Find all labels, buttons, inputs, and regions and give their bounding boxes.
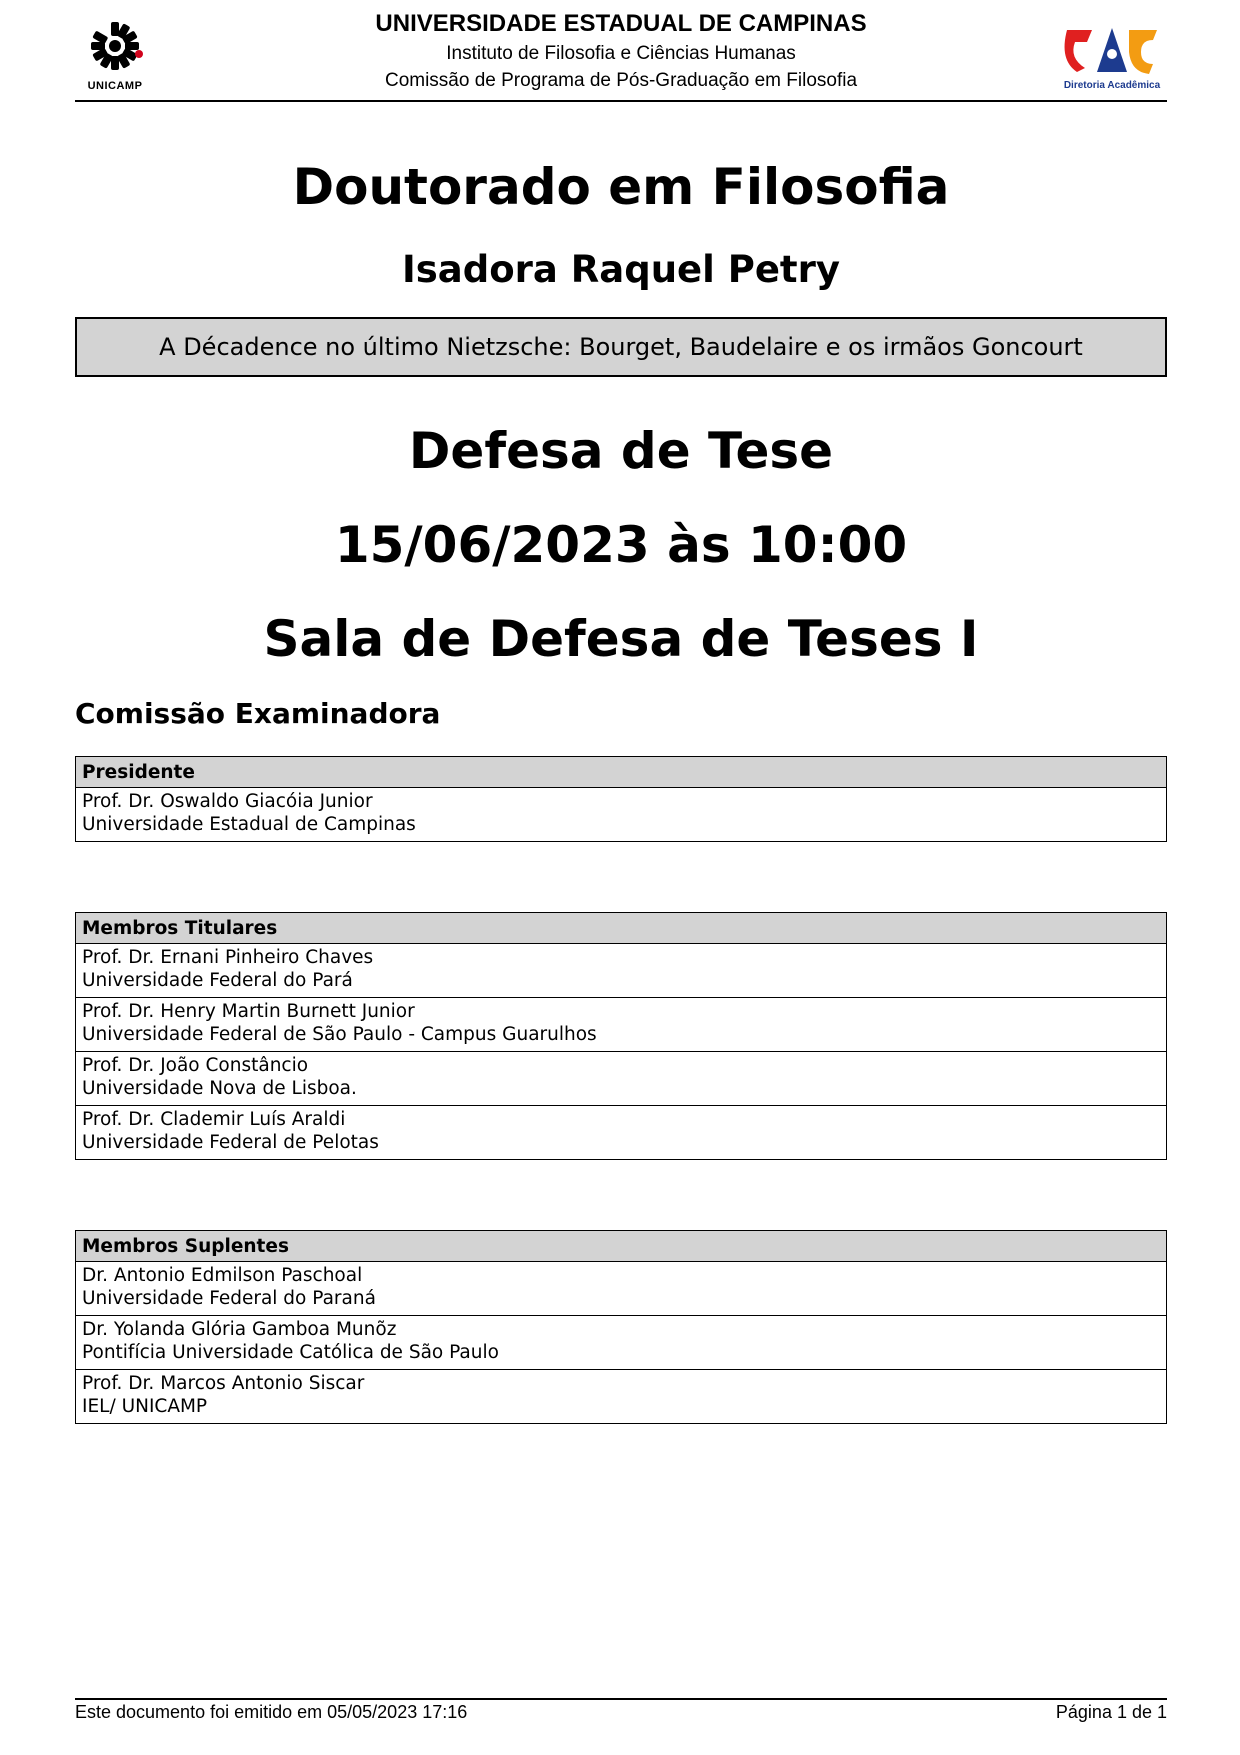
table-row [76, 788, 1167, 842]
table-row [76, 998, 1167, 1052]
member-name: Dr. Yolanda Glória Gamboa Munõz [82, 1319, 397, 1340]
president-table [75, 756, 1167, 842]
member-name: Dr. Antonio Edmilson Paschoal [82, 1265, 363, 1286]
table-row [76, 1262, 1167, 1316]
table-row [76, 1106, 1167, 1160]
member-institution: Universidade Federal de Pelotas [82, 1132, 379, 1153]
member-name: Prof. Dr. João Constâncio [82, 1055, 309, 1076]
members-header: Membros Titulares [76, 913, 1167, 944]
alternates-header: Membros Suplentes [76, 1231, 1167, 1262]
header-text [75, 8, 1167, 94]
member-institution: Universidade Federal do Pará [82, 970, 353, 991]
member-institution: IEL/ UNICAMP [82, 1396, 208, 1417]
dac-logo-icon [1057, 20, 1167, 80]
member-institution: Pontifícia Universidade Católica de São Paulo [82, 1342, 499, 1363]
alternates-table [75, 1230, 1167, 1424]
commission-name: Comissão de Programa de Pós-Graduação em Filosofia [384, 70, 858, 91]
diretoria-academica-logo [1057, 20, 1167, 100]
event-room: Sala de Defesa de Teses I [263, 610, 979, 668]
dac-logo-text: Diretoria Acadêmica [1063, 80, 1161, 91]
member-institution: Universidade Federal de São Paulo - Campus Guarulhos [82, 1024, 597, 1045]
candidate-name: Isadora Raquel Petry [402, 248, 840, 291]
university-name: UNIVERSIDADE ESTADUAL DE CAMPINAS [375, 10, 867, 37]
table-row [76, 1370, 1167, 1424]
president-header: Presidente [76, 757, 1167, 788]
unicamp-logo-text: UNICAMP [87, 80, 143, 92]
table-row [76, 1052, 1167, 1106]
member-institution: Universidade Nova de Lisboa. [82, 1078, 357, 1099]
institute-name: Instituto de Filosofia e Ciências Humanas [446, 43, 796, 64]
event-datetime: 15/06/2023 às 10:00 [334, 516, 908, 574]
committee-title: Comissão Examinadora [75, 697, 441, 730]
member-institution: Universidade Estadual de Campinas [82, 814, 416, 835]
member-name: Prof. Dr. Marcos Antonio Siscar [82, 1373, 365, 1394]
table-row [76, 944, 1167, 998]
page-header [75, 8, 1167, 102]
table-row [76, 1316, 1167, 1370]
members-table [75, 912, 1167, 1160]
page-footer [75, 1698, 1167, 1722]
program-title: Doutorado em Filosofia [292, 158, 950, 216]
member-name: Prof. Dr. Ernani Pinheiro Chaves [82, 947, 374, 968]
member-name: Prof. Dr. Henry Martin Burnett Junior [82, 1001, 415, 1022]
issued-date: Este documento foi emitido em 05/05/2023 17:16 [75, 1702, 468, 1722]
thesis-title: A Décadence no último Nietzsche: Bourget, Baudelaire e os irmãos Goncourt [75, 317, 1167, 377]
member-name: Prof. Dr. Clademir Luís Araldi [82, 1109, 346, 1130]
member-name: Prof. Dr. Oswaldo Giacóia Junior [82, 791, 373, 812]
member-institution: Universidade Federal do Paraná [82, 1288, 376, 1309]
page-number: Página 1 de 1 [1055, 1702, 1167, 1722]
event-title: Defesa de Tese [408, 422, 834, 480]
